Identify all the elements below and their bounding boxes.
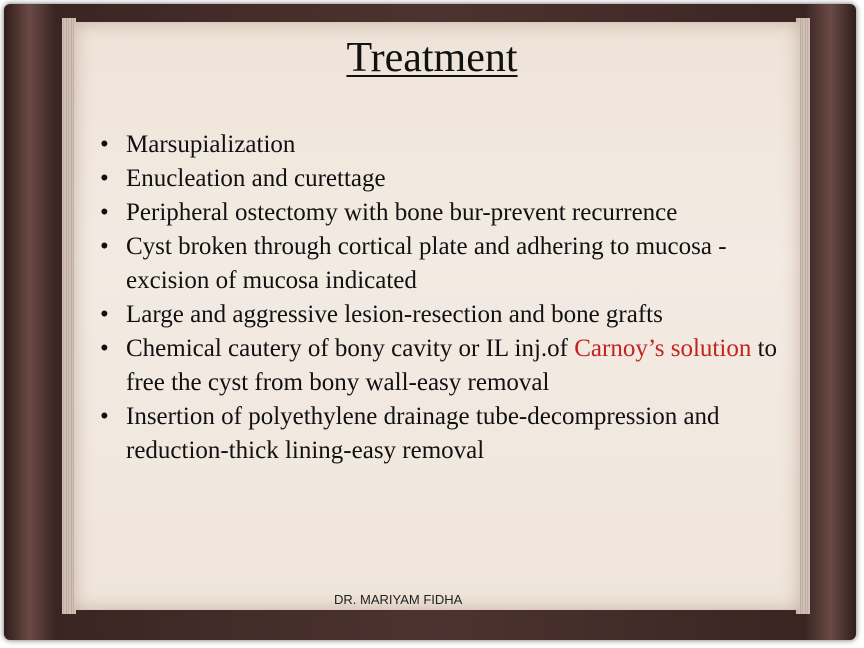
bullet-text-after: to free the cyst from bony wall-easy removal	[126, 335, 778, 396]
bullet-dot: •	[100, 233, 109, 260]
bullet-item	[100, 400, 790, 468]
bullet-text-before: Chemical cautery of bony cavity or IL inj.of	[126, 335, 575, 362]
bullet-text: Enucleation and curettage	[126, 165, 386, 192]
bullet-dot: •	[100, 199, 109, 226]
bullet-text: Insertion of polyethylene drainage tube-decompression and reduction-thick lining-easy removal	[126, 403, 720, 464]
bullet-dot: •	[100, 335, 109, 362]
bullet-text: Peripheral ostectomy with bone bur-prevent recurrence	[126, 199, 678, 226]
bullet-list	[100, 128, 790, 468]
bullet-dot: •	[100, 301, 109, 328]
bullet-text: Marsupialization	[126, 131, 296, 158]
bullet-item	[100, 298, 790, 332]
bullet-text: Large and aggressive lesion-resection and bone grafts	[126, 301, 663, 328]
highlighted-term: Carnoy’s solution	[574, 335, 752, 362]
slide-title: Treatment	[346, 35, 518, 81]
slide-title-wrap	[0, 34, 864, 82]
bullet-dot: •	[100, 403, 109, 430]
bullet-item	[100, 230, 790, 298]
bullet-item	[100, 162, 790, 196]
bullet-dot: •	[100, 165, 109, 192]
bullet-item	[100, 196, 790, 230]
bullet-dot: •	[100, 131, 109, 158]
slide-footer: DR. MARIYAM FIDHA	[334, 592, 463, 607]
bullet-text: Cyst broken through cortical plate and adhering to mucosa -excision of mucosa indicated	[126, 233, 727, 294]
bullet-item	[100, 128, 790, 162]
bullet-item	[100, 332, 790, 400]
